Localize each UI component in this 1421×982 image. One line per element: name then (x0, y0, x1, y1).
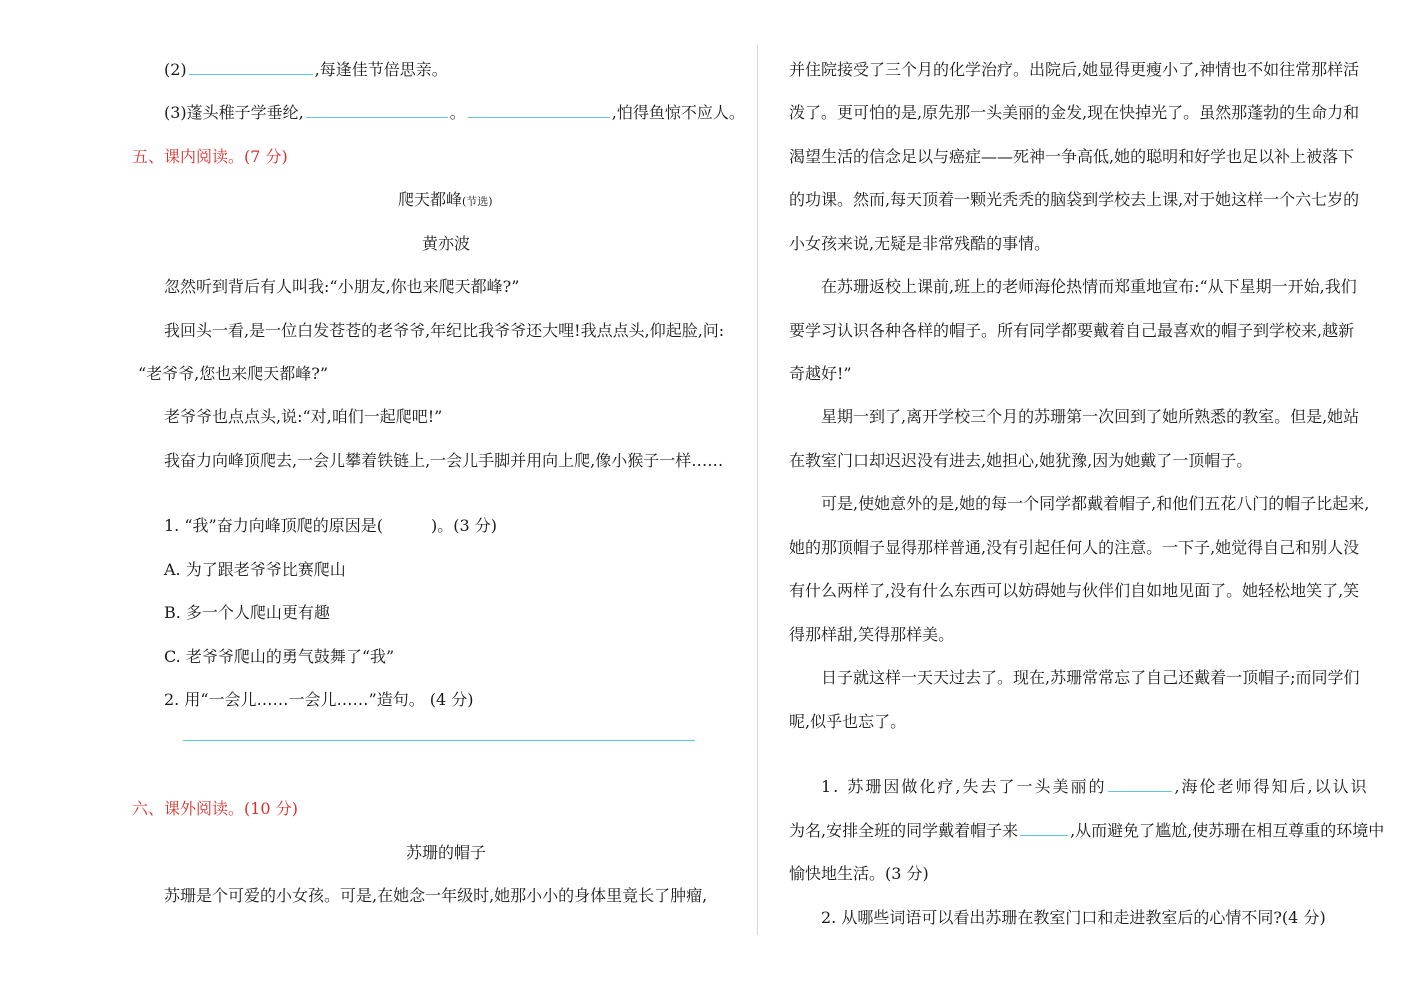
passage-1-line: 我奋力向峰顶爬去,一会儿攀着铁链上,一会儿手脚并用向上爬,像小猴子一样…… (164, 451, 724, 470)
poem-q3-blank-2[interactable] (468, 101, 610, 118)
passage-2-line: 可是,使她意外的是,她的每一个同学都戴着帽子,和他们五花八门的帽子比起来, (821, 494, 1370, 513)
question-1-suffix: )。(3 分) (430, 516, 497, 535)
q1-text-e: 愉快地生活。(3 分) (789, 864, 929, 883)
passage-1-heading (398, 188, 493, 212)
passage-2-line: 日子就这样一天天过去了。现在,苏珊常常忘了自己还戴着一顶帽子;而同学们 (821, 668, 1360, 687)
question-1-prefix: 1. “我”奋力向峰顶爬的原因是( (164, 516, 383, 535)
section-5-title: 五、课内阅读。(7 分) (132, 147, 288, 166)
sentence-answer-line[interactable] (183, 740, 695, 741)
poem-question-3 (164, 101, 745, 125)
option-b: B. 多一个人爬山更有趣 (164, 603, 330, 622)
q1-text-d: ,从而避免了尴尬,使苏珊在相互尊重的环境中 (1070, 821, 1385, 840)
reading-question-1-cont (789, 819, 1384, 843)
passage-2-line: 有什么两样了,没有什么东西可以妨碍她与伙伴们自如地见面了。她轻松地笑了,笑 (789, 581, 1360, 600)
poem-q3-text: (3)蓬头稚子学垂纶, (164, 103, 304, 122)
passage-2-line: 她的那顶帽子显得那样普通,没有引起任何人的注意。一下子,她觉得自己和别人没 (789, 538, 1360, 557)
poem-q2-blank[interactable] (189, 58, 313, 75)
poem-q3-period: 。 (449, 103, 466, 122)
q1-text-c: 为名,安排全班的同学戴着帽子来 (789, 821, 1019, 840)
poem-q2-label: (2) (164, 60, 187, 79)
passage-1-note: (节选) (462, 195, 493, 208)
poem-question-2 (164, 58, 448, 82)
passage-2-line: 奇越好!” (789, 364, 852, 383)
reading-question-2: 2. 从哪些词语可以看出苏珊在教室门口和走进教室后的心情不同?(4 分) (821, 908, 1326, 927)
q1-text-a: 1. 苏珊因做化疗,失去了一头美丽的 (821, 777, 1107, 796)
section-6-title: 六、课外阅读。(10 分) (132, 799, 298, 818)
passage-2-line: 的功课。然而,每天顶着一颗光秃秃的脑袋到学校去上课,对于她这样一个六七岁的 (789, 190, 1360, 209)
passage-2-line: 渴望生活的信念足以与癌症——死神一争高低,她的聪明和好学也足以补上被落下 (789, 147, 1355, 166)
poem-q3-blank-1[interactable] (306, 101, 448, 118)
reading-question-1 (164, 514, 497, 538)
passage-2-line: 并住院接受了三个月的化学治疗。出院后,她显得更瘦小了,神情也不如往常那样活 (789, 60, 1360, 79)
passage-2-title: 苏珊的帽子 (406, 843, 487, 862)
passage-1-title: 爬天都峰 (398, 190, 463, 209)
passage-2-line: 要学习认识各种各样的帽子。所有同学都要戴着自己最喜欢的帽子到学校来,越新 (789, 321, 1355, 340)
passage-2-line: 得那样甜,笑得那样美。 (789, 625, 955, 644)
right-page (760, 0, 1421, 982)
passage-2-line: 在苏珊返校上课前,班上的老师海伦热情而郑重地宣布:“从下星期一开始,我们 (821, 277, 1357, 296)
passage-2-line: 在教室门口却迟迟没有进去,她担心,她犹豫,因为她戴了一顶帽子。 (789, 451, 1253, 470)
passage-1-author: 黄亦波 (422, 234, 471, 253)
passage-2-line: 星期一到了,离开学校三个月的苏珊第一次回到了她所熟悉的教室。但是,她站 (821, 407, 1360, 426)
poem-q2-text: ,每逢佳节倍思亲。 (314, 60, 448, 79)
passage-2-line: 小女孩来说,无疑是非常残酷的事情。 (789, 234, 1051, 253)
option-c: C. 老爷爷爬山的勇气鼓舞了“我” (164, 647, 395, 666)
passage-2-line: 泼了。更可怕的是,原先那一头美丽的金发,现在快掉光了。虽然那蓬勃的生命力和 (789, 103, 1360, 122)
q1-blank-1[interactable] (1108, 775, 1172, 792)
reading-question-2: 2. 用“一会儿……一会儿……”造句。 (4 分) (164, 690, 474, 709)
reading-question-1 (821, 775, 1369, 799)
passage-1-line: 老爷爷也点点头,说:“对,咱们一起爬吧!” (164, 407, 443, 426)
passage-1-line: 我回头一看,是一位白发苍苍的老爷爷,年纪比我爷爷还大哩!我点点头,仰起脸,问: (164, 321, 725, 340)
passage-1-line: “老爷爷,您也来爬天都峰?” (138, 364, 329, 383)
option-a: A. 为了跟老爷爷比赛爬山 (164, 560, 346, 579)
q1-blank-2[interactable] (1020, 819, 1068, 836)
q1-text-b: ,海伦老师得知后,以认识 (1174, 777, 1369, 796)
passage-2-line: 呢,似乎也忘了。 (789, 712, 907, 731)
poem-q3-end: ,怕得鱼惊不应人。 (611, 103, 745, 122)
page-divider (757, 45, 758, 935)
passage-1-line: 忽然听到背后有人叫我:“小朋友,你也来爬天都峰?” (164, 277, 520, 296)
passage-2-line: 苏珊是个可爱的小女孩。可是,在她念一年级时,她那小小的身体里竟长了肿瘤, (164, 886, 708, 905)
